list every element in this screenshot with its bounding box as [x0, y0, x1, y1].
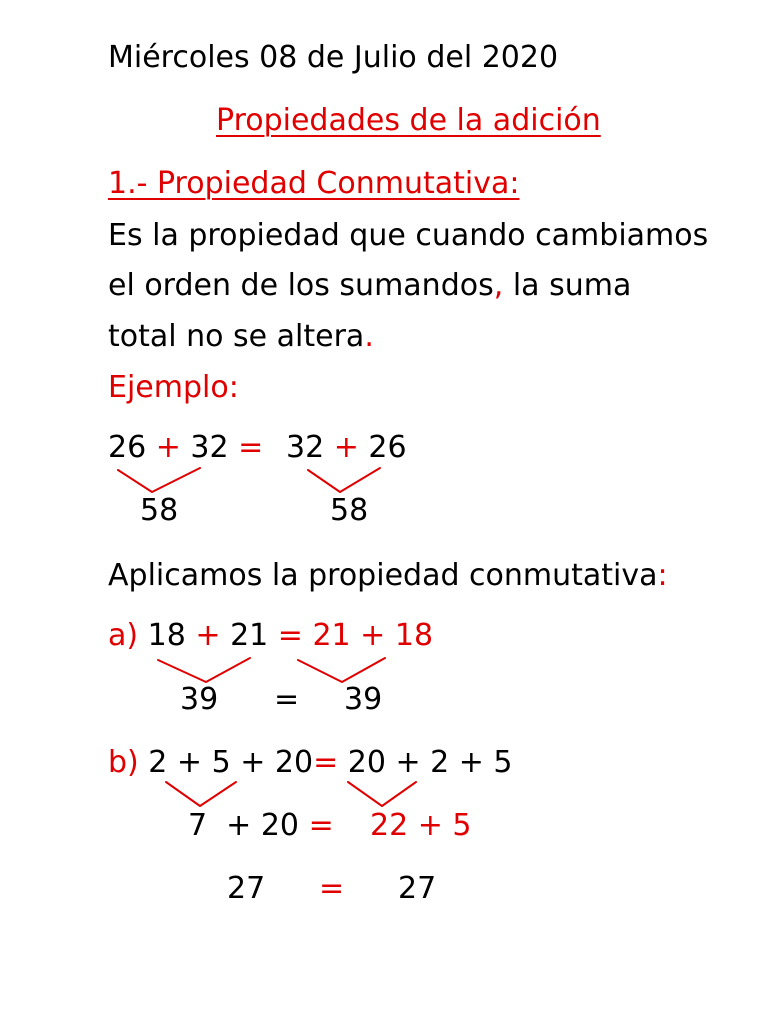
definition-text: la suma [503, 268, 632, 303]
exercise-b-label: b) [108, 745, 139, 780]
equals-sign: = [238, 430, 264, 465]
plus-sign: + [195, 618, 221, 653]
exercise-b-final-right: 27 [398, 871, 437, 906]
page-title: Propiedades de la adición [216, 103, 601, 138]
example-sum-left: 58 [140, 493, 179, 528]
example-right-bracket [308, 468, 380, 492]
exercise-b-equation [108, 745, 513, 781]
exercise-a-right-bracket [298, 658, 385, 682]
definition-line-3 [108, 319, 374, 355]
definition-comma: , [493, 268, 504, 303]
exercise-b-right-bracket [348, 782, 416, 806]
exercise-a-sum-right: 39 [344, 682, 383, 717]
definition-line-2 [108, 268, 631, 304]
exercise-a-left-bracket [158, 658, 250, 682]
exercise-a-equation [108, 618, 433, 654]
exercise-a-label: a) [108, 618, 139, 653]
date-heading: Miércoles 08 de Julio del 2020 [108, 40, 559, 75]
exercise-a-sum-left: 39 [180, 682, 219, 717]
plus-sign: + [155, 430, 181, 465]
equals-sign: = [308, 808, 334, 843]
apply-intro-text: Aplicamos la propiedad conmutativa [108, 558, 658, 593]
exercise-a-rhs: = 21 + 18 [277, 618, 434, 653]
exercise-b-rhs: 20 + 2 + 5 [338, 745, 513, 780]
example-equation [108, 430, 263, 466]
exercise-a-addend: 21 [230, 618, 269, 653]
exercise-b-final-left: 27 [227, 871, 266, 906]
exercise-b-step2-left: 7 + 20 [188, 808, 300, 843]
apply-intro-colon: : [657, 558, 668, 593]
equals-sign: = [313, 745, 339, 780]
example-addend: 26 [368, 430, 407, 465]
definition-line-1: Es la propiedad que cuando cambiamos [108, 218, 709, 253]
apply-intro [108, 558, 668, 594]
definition-text: total no se altera [108, 319, 365, 354]
example-label: Ejemplo: [108, 370, 239, 405]
exercise-b-left-bracket [166, 782, 236, 806]
exercise-b-step2-right: 22 + 5 [370, 808, 472, 843]
example-equation-right [286, 430, 407, 466]
example-left-bracket [118, 468, 200, 492]
example-sum-right: 58 [330, 493, 369, 528]
exercise-b-final-equals: = [319, 871, 345, 906]
definition-period: . [364, 319, 374, 354]
example-addend: 26 [108, 430, 147, 465]
exercise-a-addend: 18 [147, 618, 186, 653]
exercise-b-step2 [188, 808, 334, 844]
exercise-b-lhs: 2 + 5 + 20 [148, 745, 314, 780]
exercise-a-equals: = [274, 682, 300, 717]
definition-text: el orden de los sumandos [108, 268, 494, 303]
section-heading: 1.- Propiedad Conmutativa: [108, 166, 520, 201]
plus-sign: + [333, 430, 359, 465]
example-addend: 32 [190, 430, 229, 465]
example-addend: 32 [286, 430, 325, 465]
